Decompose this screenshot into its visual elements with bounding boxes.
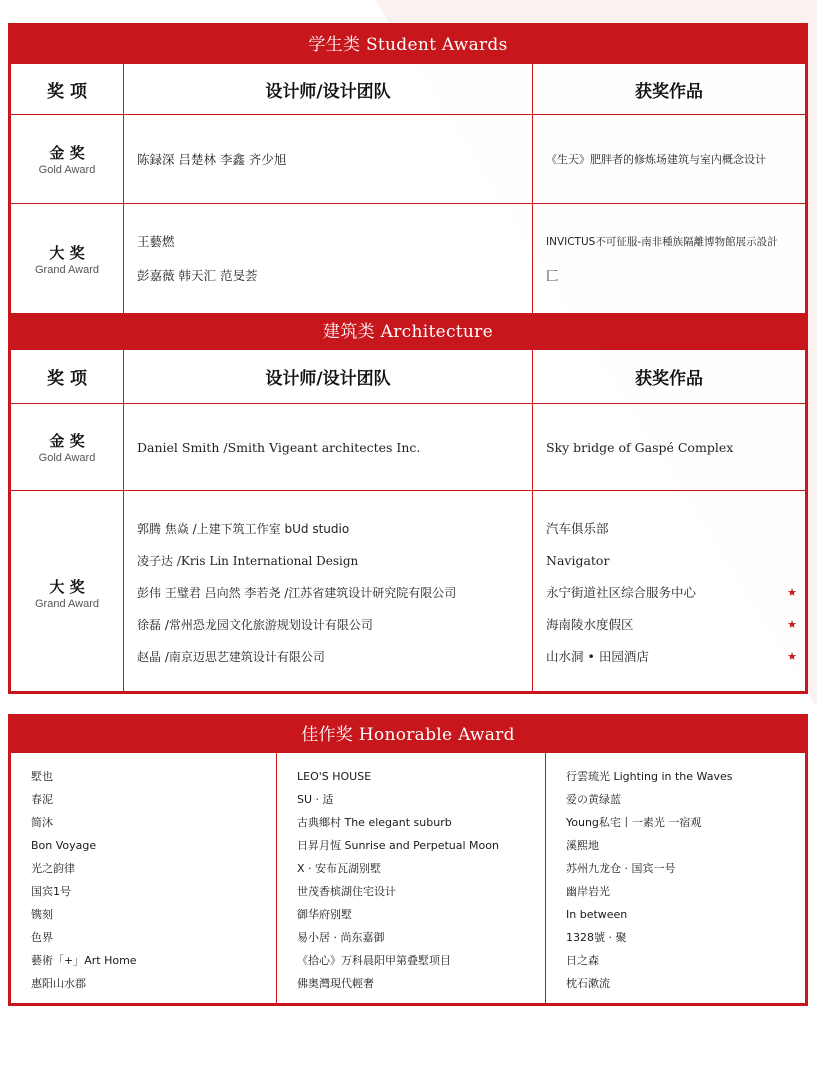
- awards-panel: [8, 23, 808, 694]
- section-header-architecture: [11, 314, 805, 350]
- col-header-designer: 设计师/设计团队: [124, 350, 533, 404]
- star-icon: ★: [787, 585, 797, 599]
- work-line: Navigator: [546, 552, 610, 568]
- work-line: 匚: [546, 267, 559, 283]
- section-header-honorable: [11, 717, 805, 753]
- designer-line: 彭嘉薇 韩天汇 范旻荟: [137, 267, 258, 283]
- honorable-item: 苏州九龙仓 · 国宾一号: [566, 862, 676, 875]
- honorable-item: 惠阳山水郡: [31, 977, 86, 990]
- work-line: 汽车俱乐部: [546, 520, 609, 536]
- work-line: 山水洞 • 田园酒店 ★: [546, 641, 797, 673]
- work-cell: [533, 115, 805, 204]
- honorable-item: 世茂香槟湖住宅设计: [297, 885, 396, 898]
- section-title: 学生类 Student Awards: [308, 35, 508, 55]
- designer-line: 郭腾 焦焱 /上建下筑工作室 bUd studio: [137, 521, 350, 536]
- honorable-column: [11, 753, 277, 1003]
- honorable-column: [546, 753, 805, 1003]
- honorable-item: X · 安布瓦湖别墅: [297, 862, 382, 875]
- honorable-item: 幽岸岩光: [566, 885, 610, 898]
- award-gold: 金 奖 Gold Award: [11, 404, 124, 491]
- section-header-student: [11, 26, 805, 64]
- designer-cell: [124, 404, 533, 491]
- honorable-item: 枕石漱流: [566, 977, 610, 990]
- designer-line: 陈録深 吕楚林 李鑫 齐少旭: [137, 152, 287, 167]
- star-icon: ★: [787, 649, 797, 663]
- honorable-item: 行雲琉光 Lighting in the Waves: [566, 770, 733, 783]
- col-header-award: 奖 项: [11, 64, 124, 115]
- honorable-item: SU · 适: [297, 793, 334, 806]
- honorable-item: Young私宅丨一素光 一宿观: [566, 816, 702, 829]
- honorable-item: 光之韵律: [31, 862, 75, 875]
- architecture-table: [11, 350, 805, 694]
- work-line: Sky bridge of Gaspé Complex: [546, 439, 734, 455]
- honorable-item: 古典鄉村 The elegant suburb: [297, 816, 452, 829]
- honorable-item: In between: [566, 908, 628, 921]
- work-line: INVICTUS不可征服-南非種族隔離博物館展示設計: [546, 235, 778, 248]
- honorable-item: 春泥: [31, 793, 53, 806]
- work-line: 《生天》肥胖者的修炼场建筑与室内概念设计: [546, 153, 766, 166]
- honorable-item: 佛奥灣現代輕奢: [297, 977, 374, 990]
- honorable-item: 1328號 · 聚: [566, 931, 627, 944]
- designer-cell: [124, 204, 533, 314]
- honorable-item: 镌刻: [31, 908, 53, 921]
- honorable-item: 简沐: [31, 816, 53, 829]
- honorable-item: 墅也: [31, 770, 53, 783]
- designer-line: Daniel Smith /Smith Vigeant architectes Inc.: [137, 439, 421, 455]
- honorable-panel: [8, 714, 808, 1006]
- honorable-item: 国宾1号: [31, 885, 71, 898]
- col-header-work: 获奖作品: [533, 64, 805, 115]
- honorable-item: 色界: [31, 931, 53, 944]
- designer-cell: [124, 491, 533, 694]
- honorable-item: 《拾心》万科晨阳甲第叠墅项目: [297, 954, 451, 967]
- work-cell: [533, 404, 805, 491]
- award-grand: 大 奖 Grand Award: [11, 204, 124, 314]
- student-table: [11, 64, 805, 314]
- work-cell: [533, 204, 805, 314]
- section-title: 佳作奖 Honorable Award: [301, 725, 515, 745]
- designer-line: 凌子达 /Kris Lin International Design: [137, 553, 359, 568]
- col-header-designer: 设计师/设计团队: [124, 64, 533, 115]
- honorable-column: [277, 753, 546, 1003]
- work-line: 海南陵水度假区 ★: [546, 609, 797, 641]
- work-cell: [533, 491, 805, 694]
- work-line: 永宁街道社区综合服务中心 ★: [546, 577, 797, 609]
- designer-line: 王藝燃: [137, 233, 175, 249]
- honorable-list: [11, 753, 805, 1003]
- col-header-work: 获奖作品: [533, 350, 805, 404]
- honorable-item: LEO'S HOUSE: [297, 770, 372, 783]
- designer-line: 徐磊 /常州恐龙园文化旅游规划设计有限公司: [137, 617, 373, 632]
- honorable-item: 爱の黄绿蓝: [566, 793, 621, 806]
- col-header-award: 奖 项: [11, 350, 124, 404]
- designer-cell: [124, 115, 533, 204]
- honorable-item: 溪熙地: [566, 839, 599, 852]
- honorable-item: 易小居 · 尚东嘉御: [297, 931, 385, 944]
- honorable-item: 日之森: [566, 954, 599, 967]
- honorable-item: 日昇月恆 Sunrise and Perpetual Moon: [297, 839, 499, 852]
- honorable-item: 御华府别墅: [297, 908, 352, 921]
- designer-line: 彭伟 王璧君 吕向然 李若尧 /江苏省建筑设计研究院有限公司: [137, 585, 457, 600]
- star-icon: ★: [787, 617, 797, 631]
- designer-line: 赵晶 /南京迈思艺建筑设计有限公司: [137, 649, 325, 664]
- honorable-item: Bon Voyage: [31, 839, 97, 852]
- section-title: 建筑类 Architecture: [323, 322, 493, 342]
- honorable-item: 藝術「+」Art Home: [31, 954, 137, 967]
- award-grand: 大 奖 Grand Award: [11, 491, 124, 694]
- award-gold: 金 奖 Gold Award: [11, 115, 124, 204]
